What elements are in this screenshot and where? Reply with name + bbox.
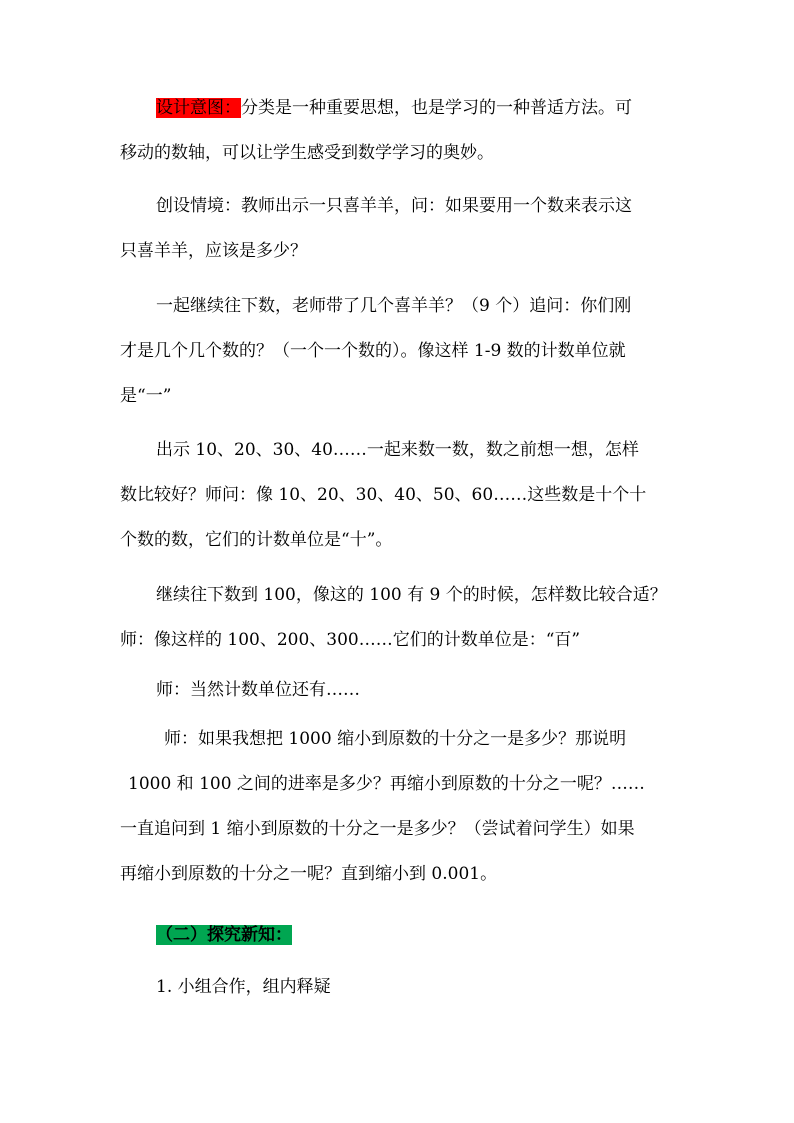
more-units-paragraph	[120, 668, 680, 713]
design-intent-label: 设计意图：	[156, 98, 241, 118]
shrinking-line-3: 一直追问到 1 缩小到原数的十分之一是多少？（尝试着问学生）如果	[120, 819, 635, 839]
design-intent-line-2: 移动的数轴，可以让学生感受到数学学习的奥妙。	[120, 143, 494, 163]
counting-tens-line-3: 个数的数，它们的计数单位是“十”。	[120, 530, 393, 550]
shrinking-line-4: 再缩小到原数的十分之一呢？直到缩小到 0.001。	[120, 864, 498, 884]
scenario-paragraph	[120, 184, 680, 274]
step-one-paragraph	[120, 965, 680, 1010]
shrinking-line-2: 1000 和 100 之间的进率是多少？再缩小到原数的十分之一呢？……	[128, 774, 645, 794]
counting-hundreds-line-2: 师：像这样的 100、200、300……它们的计数单位是：“百”	[120, 630, 581, 650]
scenario-line-2: 只喜羊羊，应该是多少？	[120, 241, 307, 261]
design-intent-paragraph	[120, 86, 680, 176]
more-units-line-1: 师：当然计数单位还有……	[156, 680, 360, 700]
section-two-label: （二）探究新知：	[156, 925, 292, 945]
section-two-heading	[120, 913, 680, 958]
design-intent-text: 分类是一种重要思想，也是学习的一种普适方法。可	[241, 98, 632, 118]
shrinking-line-1: 师：如果我想把 1000 缩小到原数的十分之一是多少？那说明	[164, 729, 627, 749]
counting-tens-paragraph	[120, 428, 680, 563]
counting-tens-line-2: 数比较好？师问：像 10、20、30、40、50、60……这些数是十个十	[120, 485, 647, 505]
counting-ones-paragraph	[120, 284, 680, 419]
section-two-line	[120, 913, 680, 958]
design-intent-line-1	[120, 86, 680, 131]
shrinking-paragraph	[120, 717, 680, 897]
counting-tens-line-1: 出示 10、20、30、40……一起来数一数，数之前想一想，怎样	[156, 440, 639, 460]
counting-ones-line-3: 是“一”	[120, 386, 172, 406]
counting-ones-line-2: 才是几个几个数的？（一个一个数的）。像这样 1-9 数的计数单位就	[120, 341, 626, 361]
step-one-line-1: 1. 小组合作，组内释疑	[156, 977, 331, 997]
scenario-line-1: 创设情境：教师出示一只喜羊羊，问：如果要用一个数来表示这	[156, 196, 632, 216]
counting-ones-line-1: 一起继续往下数，老师带了几个喜羊羊？（9 个）追问：你们刚	[156, 296, 632, 316]
counting-hundreds-paragraph	[120, 573, 680, 663]
counting-hundreds-line-1: 继续往下数到 100，像这的 100 有 9 个的时候，怎样数比较合适？	[156, 585, 667, 605]
